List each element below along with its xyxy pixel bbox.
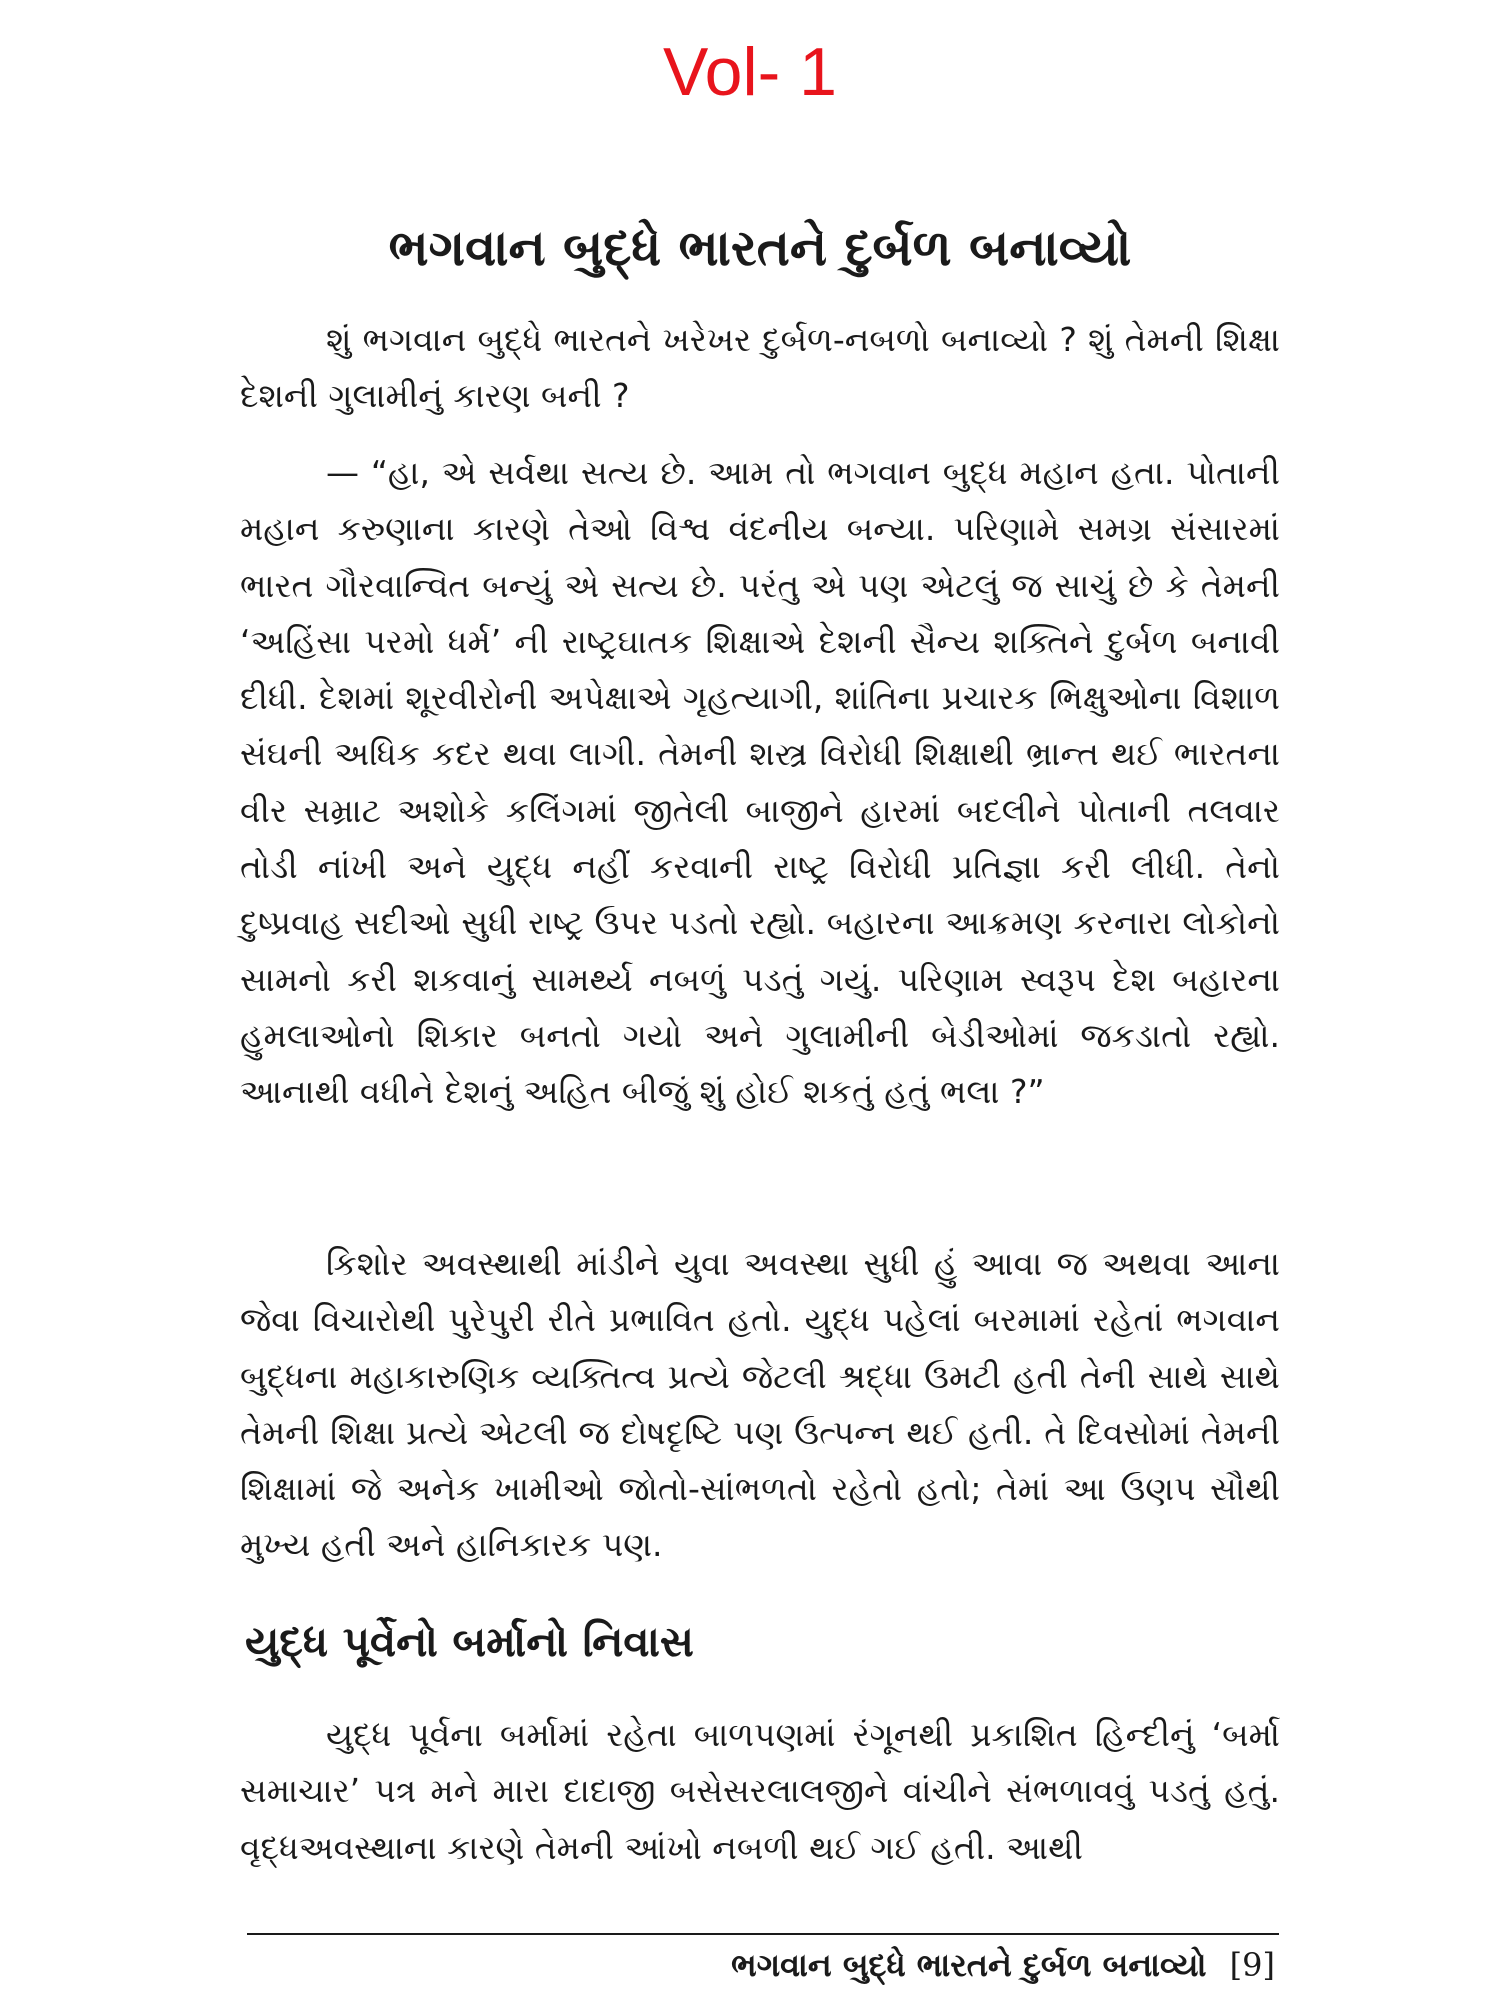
volume-label: Vol- 1	[663, 34, 837, 110]
paragraph-quoted-answer: — “હા, એ સર્વથા સત્ય છે. આમ તો ભગવાન બુદ્ધ મહાન હતા. પોતાની મહાન કરુણાના કારણે તેઓ વિશ્વ વંદનીય બન્યા. પરિણામે સમગ્ર સંસારમાં ભારત ગૌરવાન્વિત બન્યું એ સત્ય છે. પરંતુ એ પણ એટલું જ સાચું છે કે તેમની ‘અહિંસા પરમો ધર્મ’ ની રાષ્ટ્રઘાતક શિક્ષાએ દેશની સૈન્ય શક્તિને દુર્બળ બનાવી દીધી. દેશમાં શૂરવીરોની અપેક્ષાએ ગૃહત્યાગી, શાંતિના પ્રચારક ભિક્ષુઓના વિશાળ સંઘની અધિક કદર થવા લાગી. તેમની શસ્ત્ર વિરોધી શિક્ષાથી ભ્રાન્ત થઈ ભારતના વીર સમ્રાટ અશોકે કલિંગમાં જીતેલી બાજીને હારમાં બદલીને પોતાની તલવાર તોડી નાંખી અને યુદ્ધ નહીં કરવાની રાષ્ટ્ર વિરોધી પ્રતિજ્ઞા કરી લીધી. તેનો દુષ્પ્રવાહ સદીઓ સુધી રાષ્ટ્ર ઉપર પડતો રહ્યો. બહારના આક્રમણ કરનારા લોકોનો સામનો કરી શકવાનું સામર્થ્ય નબળું પડતું ગયું. પરિણામ સ્વરૂપ દેશ બહારના હુમલાઓનો શિકાર બનતો ગયો અને ગુલામીની બેડીઓમાં જકડાતો રહ્યો. આનાથી વધીને દેશનું અહિત બીજું શું હોઈ શકતું હતું ભલા ?”	[240, 453, 1280, 1112]
paragraph-youth-influence: કિશોર અવસ્થાથી માંડીને યુવા અવસ્થા સુધી હું આવા જ અથવા આના જેવા વિચારોથી પુરેપુરી રીતે પ્રભાવિત હતો. યુદ્ધ પહેલાં બરમામાં રહેતાં ભગવાન બુદ્ધના મહાકારુણિક વ્યક્તિત્વ પ્રત્યે જેટલી શ્રદ્ધા ઉમટી હતી તેની સાથે સાથે તેમની શિક્ષા પ્રત્યે એટલી જ દોષદૃષ્ટિ પણ ઉત્પન્ન થઈ હતી. તે દિવસોમાં તેમની શિક્ષામાં જે અનેક ખામીઓ જોતો-સાંભળતો રહેતો હતો; તેમાં આ ઉણપ સૌથી મુખ્ય હતી અને હાનિકારક પણ.	[240, 1244, 1280, 1565]
chapter-title: ભગવાન બુદ્ધે ભારતને દુર્બળ બનાવ્યો	[388, 219, 1132, 277]
footer-divider	[247, 1933, 1279, 1935]
footer-running-title: ભગવાન બુદ્ધે ભારતને દુર્બળ બનાવ્યો	[731, 1946, 1207, 1984]
paragraph-burma-childhood: યુદ્ધ પૂર્વના બર્મામાં રહેતા બાળપણમાં રંગૂનથી પ્રકાશિત હિન્દીનું ‘બર્મા સમાચાર’ પત્ર મને મારા દાદાજી બસેસરલાલજીને વાંચીને સંભળાવવું પડતું હતું. વૃદ્ધઅવસ્થાના કારણે તેમની આંખો નબળી થઈ ગઈ હતી. આથી	[240, 1715, 1280, 1867]
section-heading: યુદ્ધ પૂર્વેનો બર્માનો નિવાસ	[245, 1617, 694, 1666]
page-footer	[560, 1940, 1275, 1990]
page-number: [9]	[1229, 1946, 1275, 1984]
paragraph-intro-question: શું ભગવાન બુદ્ધે ભારતને ખરેખર દુર્બળ-નબળો બનાવ્યો ? શું તેમની શિક્ષા દેશની ગુલામીનું કારણ બની ?	[240, 320, 1280, 416]
